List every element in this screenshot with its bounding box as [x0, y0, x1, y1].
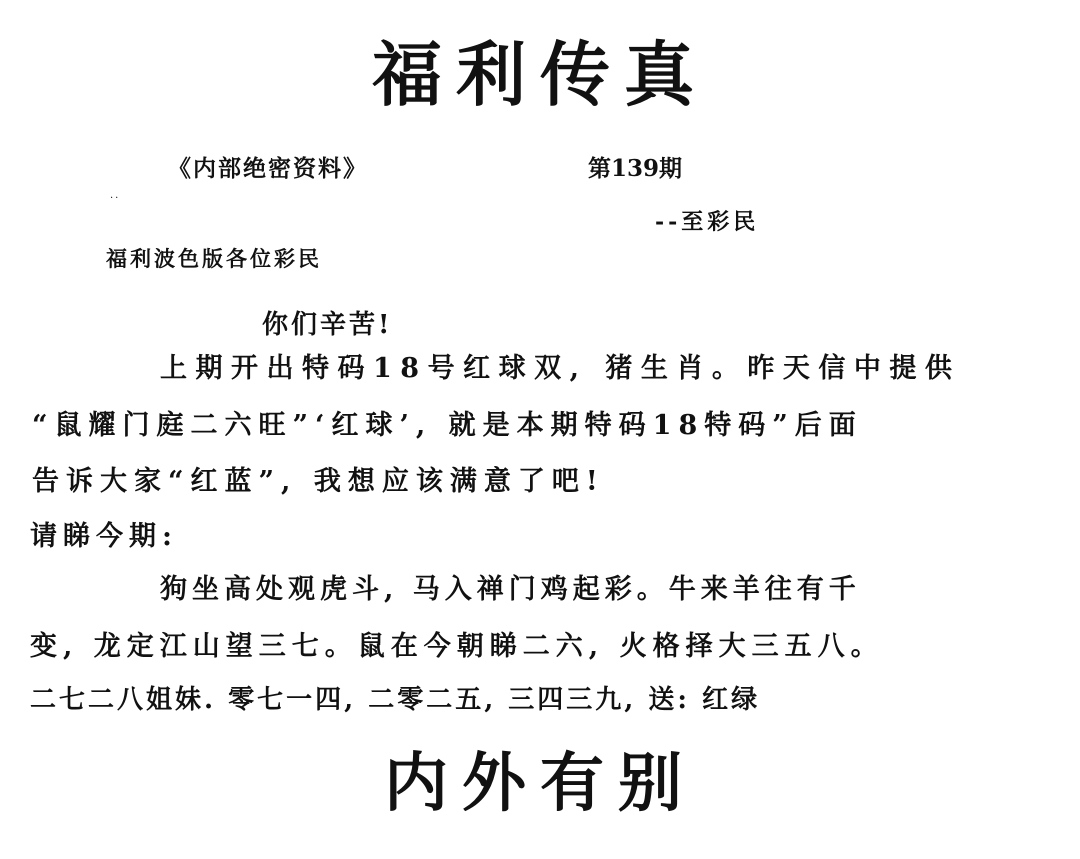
document-title: 福利传真 [372, 33, 708, 116]
body-line: 告诉大家“红蓝”, 我想应该满意了吧! [32, 466, 605, 497]
sender-line: --至彩民 [655, 209, 760, 235]
issue-number: 第139期 [588, 155, 683, 182]
body-line: 变, 龙定江山望三七。鼠在今朝睇二六, 火格择大三五八。 [30, 631, 884, 662]
addressee-line: 福利波色版各位彩民 [106, 246, 322, 271]
greeting-line: 你们辛苦! [262, 310, 393, 340]
body-line: 狗坐高处观虎斗, 马入禅门鸡起彩。牛来羊往有千 [160, 574, 861, 605]
body-line: 二七二八姐妹. 零七一四, 二零二五, 三四三九, 送: 红绿 [30, 685, 761, 715]
body-line: 请睇今期: [30, 521, 178, 552]
body-line: 上期开出特码18号红球双, 猪生肖。昨天信中提供 [160, 353, 961, 384]
closing-title: 内外有别 [384, 746, 696, 821]
document-subtitle: 《内部绝密资料》 [168, 155, 368, 182]
body-line: “鼠耀门庭二六旺”‘红球’, 就是本期特码18特码”后面 [32, 410, 863, 441]
stray-dots: .. [110, 190, 121, 201]
